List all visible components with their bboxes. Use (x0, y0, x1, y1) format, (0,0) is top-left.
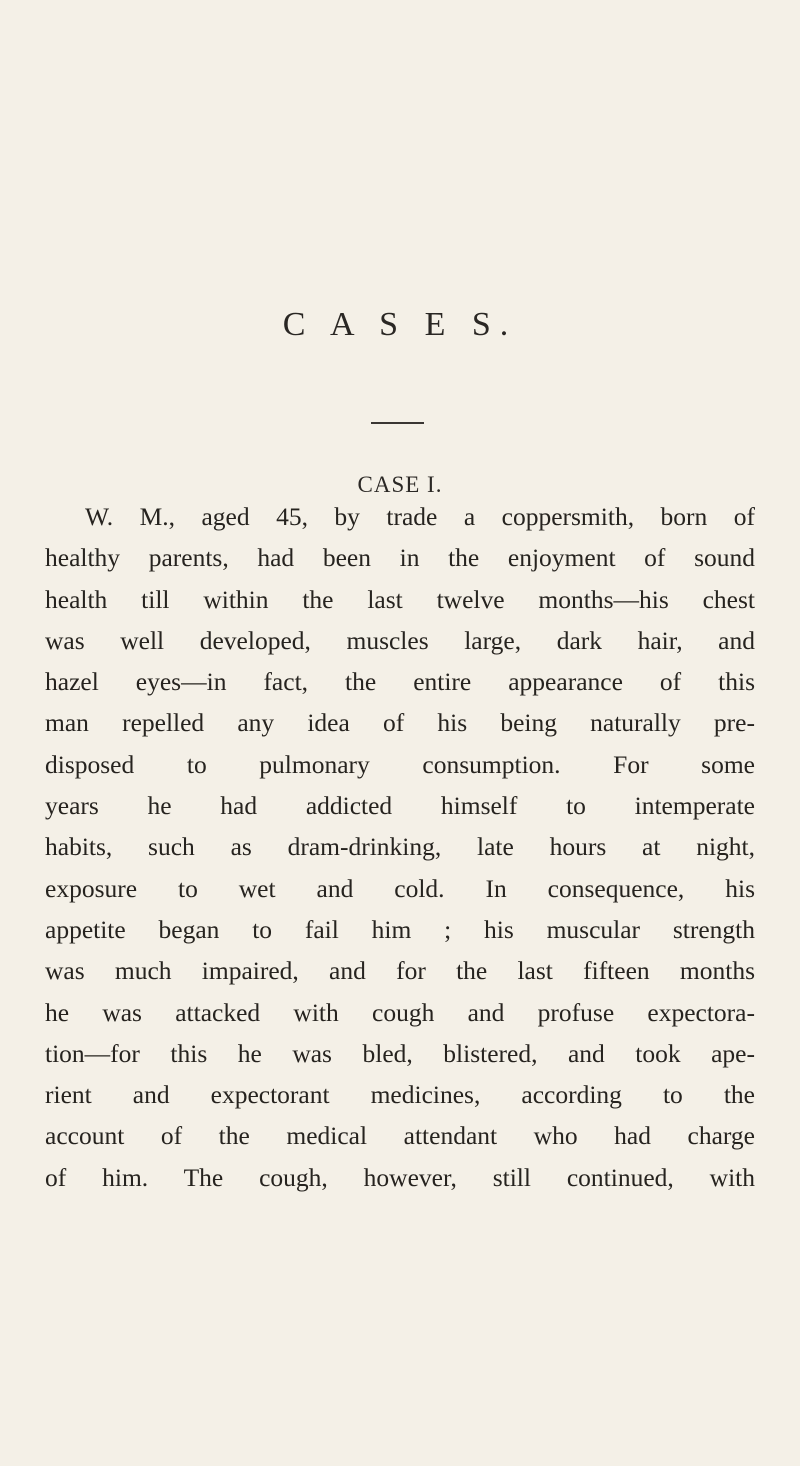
text-line: appetite began to fail him ; his muscular strength (45, 914, 755, 944)
text-line: disposed to pulmonary consumption. For some (45, 749, 755, 779)
page-heading: C A S E S. (282, 306, 518, 343)
text-line: was much impaired, and for the last fifteen months (45, 956, 755, 986)
text-line: account of the medical attendant who had charge (45, 1121, 755, 1151)
body-paragraph (45, 496, 755, 1198)
text-line: healthy parents, had been in the enjoyment of sound (45, 543, 755, 573)
text-line: habits, such as dram-drinking, late hours at night, (45, 832, 755, 862)
heading-divider (371, 422, 424, 424)
text-line: W. M., aged 45, by trade a coppersmith, born of (85, 502, 755, 531)
text-line: of him. The cough, however, still continued, with (45, 1162, 755, 1192)
text-line: man repelled any idea of his being naturally pre- (45, 708, 755, 738)
text-line: was well developed, muscles large, dark hair, and (45, 625, 755, 655)
text-line: hazel eyes—in fact, the entire appearance of this (45, 667, 755, 697)
text-line: rient and expectorant medicines, according to the (45, 1080, 755, 1110)
text-line: exposure to wet and cold. In consequence, his (45, 873, 755, 903)
case-heading: CASE I. (357, 472, 443, 497)
text-line: years he had addicted himself to intemperate (45, 791, 755, 821)
text-line: he was attacked with cough and profuse expectora- (45, 997, 755, 1027)
text-line: tion—for this he was bled, blistered, and took ape- (45, 1038, 755, 1068)
text-line: health till within the last twelve months—his chest (45, 584, 755, 614)
